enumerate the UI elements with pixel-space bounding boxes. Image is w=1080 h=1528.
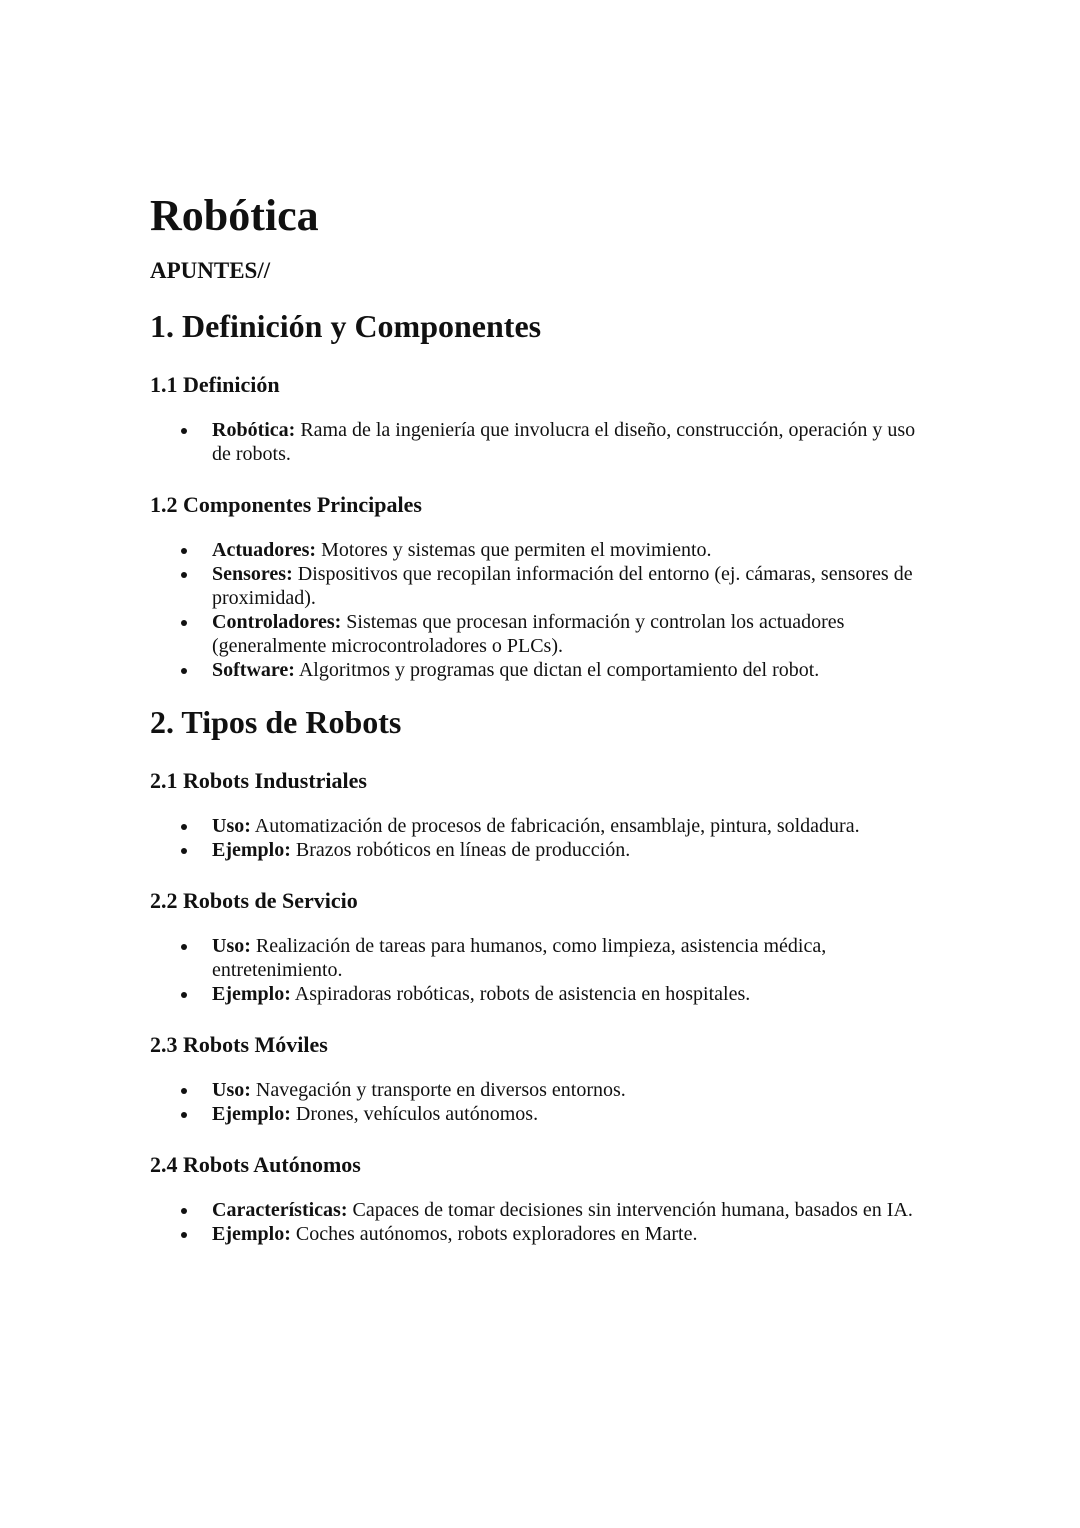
item-text: Automatización de procesos de fabricación, ensamblaje, pintura, soldadura.	[254, 815, 860, 837]
item-text: Algoritmos y programas que dictan el comportamiento del robot.	[298, 659, 820, 681]
item-term: Uso:	[212, 815, 251, 837]
section-heading: 2. Tipos de Robots	[150, 704, 402, 740]
item-term: Ejemplo:	[212, 1103, 291, 1125]
item-text: Rama de la ingeniería que involucra el diseño, construcción, operación y uso de robots.	[212, 419, 916, 465]
list-item	[212, 1198, 930, 1222]
section-2	[150, 702, 930, 1246]
item-term: Controladores:	[212, 611, 342, 633]
document-title: Robótica	[150, 191, 319, 240]
subsection-heading: 2.4 Robots Autónomos	[150, 1152, 361, 1177]
document-body	[150, 306, 930, 1246]
item-text: Coches autónomos, robots exploradores en Marte.	[295, 1223, 698, 1245]
list-item	[212, 1102, 930, 1126]
bullet-list	[150, 814, 930, 862]
bullet-list	[150, 1198, 930, 1246]
list-item	[212, 658, 930, 682]
subsection-heading: 1.1 Definición	[150, 372, 280, 397]
list-item	[212, 838, 930, 862]
item-text: Realización de tareas para humanos, como limpieza, asistencia médica, entretenimiento.	[212, 935, 827, 981]
bullet-icon	[181, 944, 187, 950]
item-text: Brazos robóticos en líneas de producción.	[295, 839, 631, 861]
item-text: Dispositivos que recopilan información del entorno (ej. cámaras, sensores de proximidad).	[212, 563, 913, 609]
item-text: Drones, vehículos autónomos.	[295, 1103, 539, 1125]
item-term: Ejemplo:	[212, 839, 291, 861]
item-term: Sensores:	[212, 563, 293, 585]
item-text: Capaces de tomar decisiones sin intervención humana, basados en IA.	[352, 1199, 913, 1221]
bullet-icon	[181, 428, 187, 434]
item-term: Robótica:	[212, 419, 296, 441]
list-item	[212, 1222, 930, 1246]
bullet-list	[150, 538, 930, 682]
bullet-icon	[181, 620, 187, 626]
list-item	[212, 562, 930, 610]
list-item	[212, 1078, 930, 1102]
item-term: Uso:	[212, 935, 251, 957]
list-item	[212, 538, 930, 562]
bullet-icon	[181, 1112, 187, 1118]
list-item	[212, 814, 930, 838]
bullet-icon	[181, 572, 187, 578]
list-item	[212, 982, 930, 1006]
section-heading: 1. Definición y Componentes	[150, 308, 542, 344]
list-item	[212, 418, 930, 466]
bullet-icon	[181, 1088, 187, 1094]
bullet-icon	[181, 848, 187, 854]
document-subtitle: APUNTES//	[150, 258, 271, 283]
bullet-icon	[181, 668, 187, 674]
item-text: Navegación y transporte en diversos entornos.	[255, 1079, 626, 1101]
list-item	[212, 610, 930, 658]
bullet-list	[150, 418, 930, 466]
subsection-heading: 2.2 Robots de Servicio	[150, 888, 358, 913]
section-1	[150, 306, 930, 682]
item-term: Ejemplo:	[212, 1223, 291, 1245]
subsection-heading: 2.3 Robots Móviles	[150, 1032, 328, 1057]
subsection-heading: 2.1 Robots Industriales	[150, 768, 367, 793]
subsection-heading: 1.2 Componentes Principales	[150, 492, 422, 517]
item-text: Sistemas que procesan información y controlan los actuadores (generalmente microcontroladores o PLCs).	[212, 611, 845, 657]
bullet-icon	[181, 992, 187, 998]
list-item	[212, 934, 930, 982]
bullet-list	[150, 934, 930, 1006]
item-term: Uso:	[212, 1079, 251, 1101]
bullet-icon	[181, 824, 187, 830]
item-term: Ejemplo:	[212, 983, 291, 1005]
bullet-icon	[181, 548, 187, 554]
bullet-list	[150, 1078, 930, 1126]
item-text: Motores y sistemas que permiten el movimiento.	[321, 539, 712, 561]
item-term: Software:	[212, 659, 295, 681]
bullet-icon	[181, 1232, 187, 1238]
bullet-icon	[181, 1208, 187, 1214]
item-term: Características:	[212, 1199, 348, 1221]
item-term: Actuadores:	[212, 539, 317, 561]
item-text: Aspiradoras robóticas, robots de asistencia en hospitales.	[294, 983, 751, 1005]
